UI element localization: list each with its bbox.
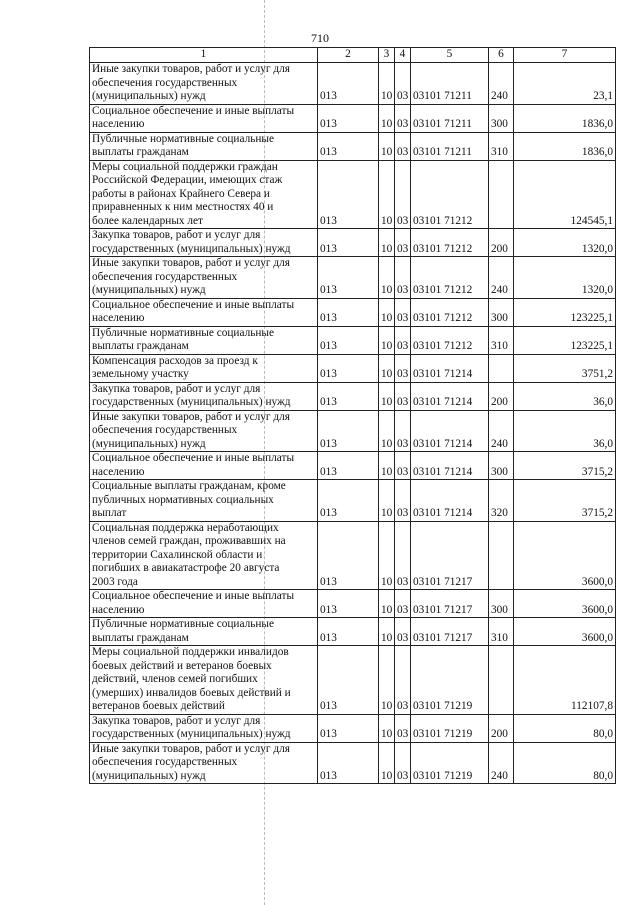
target-article-cell: 03101 71217 [411,590,489,618]
section-code-cell: 10 [379,104,395,132]
subsection-code-cell: 03 [395,521,411,590]
amount-cell: 3751,2 [514,354,616,382]
section-code-cell: 10 [379,742,395,784]
subsection-code-cell: 03 [395,646,411,715]
target-article-cell: 03101 71212 [411,229,489,257]
expense-name-cell: Социальная поддержка неработающих членов семей граждан, проживавших на территории Сахалинской области и погибших в авиакатастрофе 20 августа 2003 года [90,521,318,590]
subsection-code-cell: 03 [395,104,411,132]
table-row [90,646,616,715]
table-row [90,160,616,229]
section-code-cell: 10 [379,646,395,715]
amount-cell: 80,0 [514,714,616,742]
section-code-cell: 10 [379,132,395,160]
subsection-code-cell: 03 [395,298,411,326]
section-code-cell: 10 [379,714,395,742]
expense-name-cell: Иные закупки товаров, работ и услуг для обеспечения государственных (муниципальных) нужд [90,410,318,452]
amount-cell: 36,0 [514,410,616,452]
column-header-row [90,48,616,63]
subsection-code-cell: 03 [395,410,411,452]
target-article-cell: 03101 71214 [411,354,489,382]
page-number: 710 [311,31,329,45]
amount-cell: 1836,0 [514,104,616,132]
expense-type-cell: 200 [489,382,514,410]
section-code-cell: 10 [379,452,395,480]
expense-type-cell: 240 [489,63,514,105]
ministry-code-cell: 013 [318,63,379,105]
ministry-code-cell: 013 [318,410,379,452]
amount-cell: 23,1 [514,63,616,105]
target-article-cell: 03101 71217 [411,618,489,646]
expense-name-cell: Социальное обеспечение и иные выплаты населению [90,452,318,480]
column-header: 6 [489,48,514,63]
expense-type-cell [489,521,514,590]
subsection-code-cell: 03 [395,63,411,105]
target-article-cell: 03101 71219 [411,646,489,715]
expense-type-cell: 320 [489,480,514,522]
target-article-cell: 03101 71214 [411,382,489,410]
ministry-code-cell: 013 [318,452,379,480]
table-row [90,714,616,742]
target-article-cell: 03101 71219 [411,742,489,784]
subsection-code-cell: 03 [395,326,411,354]
ministry-code-cell: 013 [318,382,379,410]
expense-name-cell: Закупка товаров, работ и услуг для государственных (муниципальных) нужд [90,229,318,257]
subsection-code-cell: 03 [395,132,411,160]
target-article-cell: 03101 71214 [411,410,489,452]
table-row [90,452,616,480]
table-row [90,354,616,382]
ministry-code-cell: 013 [318,521,379,590]
target-article-cell: 03101 71212 [411,326,489,354]
section-code-cell: 10 [379,326,395,354]
amount-cell: 80,0 [514,742,616,784]
amount-cell: 3715,2 [514,480,616,522]
ministry-code-cell: 013 [318,590,379,618]
amount-cell: 1320,0 [514,257,616,299]
target-article-cell: 03101 71219 [411,714,489,742]
section-code-cell: 10 [379,410,395,452]
budget-table [89,47,616,784]
section-code-cell: 10 [379,618,395,646]
expense-type-cell: 300 [489,590,514,618]
expense-type-cell [489,160,514,229]
expense-name-cell: Меры социальной поддержки инвалидов боевых действий и ветеранов боевых действий, членов семей погибших (умерших) инвалидов боевых действий и ветеранов боевых действий [90,646,318,715]
section-code-cell: 10 [379,229,395,257]
table-row [90,326,616,354]
subsection-code-cell: 03 [395,742,411,784]
ministry-code-cell: 013 [318,298,379,326]
expense-type-cell: 310 [489,618,514,646]
amount-cell: 3600,0 [514,590,616,618]
column-header: 5 [411,48,489,63]
column-header: 7 [514,48,616,63]
target-article-cell: 03101 71211 [411,63,489,105]
amount-cell: 123225,1 [514,326,616,354]
target-article-cell: 03101 71214 [411,480,489,522]
table-row [90,521,616,590]
table-row [90,298,616,326]
expense-name-cell: Социальные выплаты гражданам, кроме публичных нормативных социальных выплат [90,480,318,522]
expense-type-cell: 240 [489,742,514,784]
ministry-code-cell: 013 [318,132,379,160]
amount-cell: 123225,1 [514,298,616,326]
section-code-cell: 10 [379,298,395,326]
expense-name-cell: Социальное обеспечение и иные выплаты населению [90,104,318,132]
table-row [90,229,616,257]
target-article-cell: 03101 71217 [411,521,489,590]
ministry-code-cell: 013 [318,618,379,646]
expense-name-cell: Социальное обеспечение и иные выплаты населению [90,298,318,326]
column-header: 2 [318,48,379,63]
amount-cell: 124545,1 [514,160,616,229]
column-header: 1 [90,48,318,63]
expense-type-cell: 240 [489,410,514,452]
expense-name-cell: Меры социальной поддержки граждан Российской Федерации, имеющих стаж работы в районах Крайнего Севера и приравненных к ним местностях 40 и более календарных лет [90,160,318,229]
subsection-code-cell: 03 [395,382,411,410]
expense-type-cell: 300 [489,104,514,132]
section-code-cell: 10 [379,521,395,590]
expense-type-cell: 200 [489,229,514,257]
table-row [90,63,616,105]
subsection-code-cell: 03 [395,618,411,646]
table-row [90,104,616,132]
amount-cell: 3600,0 [514,521,616,590]
table-row [90,382,616,410]
subsection-code-cell: 03 [395,452,411,480]
ministry-code-cell: 013 [318,160,379,229]
table-row [90,480,616,522]
subsection-code-cell: 03 [395,257,411,299]
amount-cell: 1320,0 [514,229,616,257]
target-article-cell: 03101 71214 [411,452,489,480]
subsection-code-cell: 03 [395,160,411,229]
ministry-code-cell: 013 [318,714,379,742]
target-article-cell: 03101 71212 [411,160,489,229]
table-row [90,590,616,618]
table-row [90,410,616,452]
expense-name-cell: Иные закупки товаров, работ и услуг для обеспечения государственных (муниципальных) нужд [90,63,318,105]
ministry-code-cell: 013 [318,646,379,715]
ministry-code-cell: 013 [318,742,379,784]
amount-cell: 3600,0 [514,618,616,646]
expense-name-cell: Компенсация расходов за проезд к земельному участку [90,354,318,382]
expense-name-cell: Иные закупки товаров, работ и услуг для обеспечения государственных (муниципальных) нужд [90,257,318,299]
column-header: 3 [379,48,395,63]
ministry-code-cell: 013 [318,104,379,132]
target-article-cell: 03101 71212 [411,257,489,299]
amount-cell: 1836,0 [514,132,616,160]
section-code-cell: 10 [379,63,395,105]
expense-name-cell: Закупка товаров, работ и услуг для государственных (муниципальных) нужд [90,714,318,742]
ministry-code-cell: 013 [318,229,379,257]
target-article-cell: 03101 71212 [411,298,489,326]
expense-name-cell: Публичные нормативные социальные выплаты гражданам [90,618,318,646]
table-row [90,257,616,299]
table-row [90,132,616,160]
amount-cell: 3715,2 [514,452,616,480]
expense-type-cell: 240 [489,257,514,299]
target-article-cell: 03101 71211 [411,104,489,132]
subsection-code-cell: 03 [395,480,411,522]
section-code-cell: 10 [379,480,395,522]
section-code-cell: 10 [379,160,395,229]
ministry-code-cell: 013 [318,257,379,299]
expense-type-cell: 310 [489,132,514,160]
expense-name-cell: Закупка товаров, работ и услуг для государственных (муниципальных) нужд [90,382,318,410]
subsection-code-cell: 03 [395,354,411,382]
expense-name-cell: Публичные нормативные социальные выплаты гражданам [90,132,318,160]
expense-type-cell [489,354,514,382]
subsection-code-cell: 03 [395,590,411,618]
expense-name-cell: Иные закупки товаров, работ и услуг для обеспечения государственных (муниципальных) нужд [90,742,318,784]
expense-name-cell: Публичные нормативные социальные выплаты гражданам [90,326,318,354]
expense-type-cell: 310 [489,326,514,354]
table-row [90,618,616,646]
expense-type-cell: 200 [489,714,514,742]
amount-cell: 112107,8 [514,646,616,715]
expense-type-cell: 300 [489,298,514,326]
ministry-code-cell: 013 [318,480,379,522]
target-article-cell: 03101 71211 [411,132,489,160]
table-row [90,742,616,784]
section-code-cell: 10 [379,257,395,299]
table-body [90,63,616,784]
ministry-code-cell: 013 [318,326,379,354]
section-code-cell: 10 [379,590,395,618]
subsection-code-cell: 03 [395,229,411,257]
section-code-cell: 10 [379,382,395,410]
ministry-code-cell: 013 [318,354,379,382]
section-code-cell: 10 [379,354,395,382]
expense-name-cell: Социальное обеспечение и иные выплаты населению [90,590,318,618]
column-header: 4 [395,48,411,63]
subsection-code-cell: 03 [395,714,411,742]
expense-type-cell [489,646,514,715]
amount-cell: 36,0 [514,382,616,410]
expense-type-cell: 300 [489,452,514,480]
